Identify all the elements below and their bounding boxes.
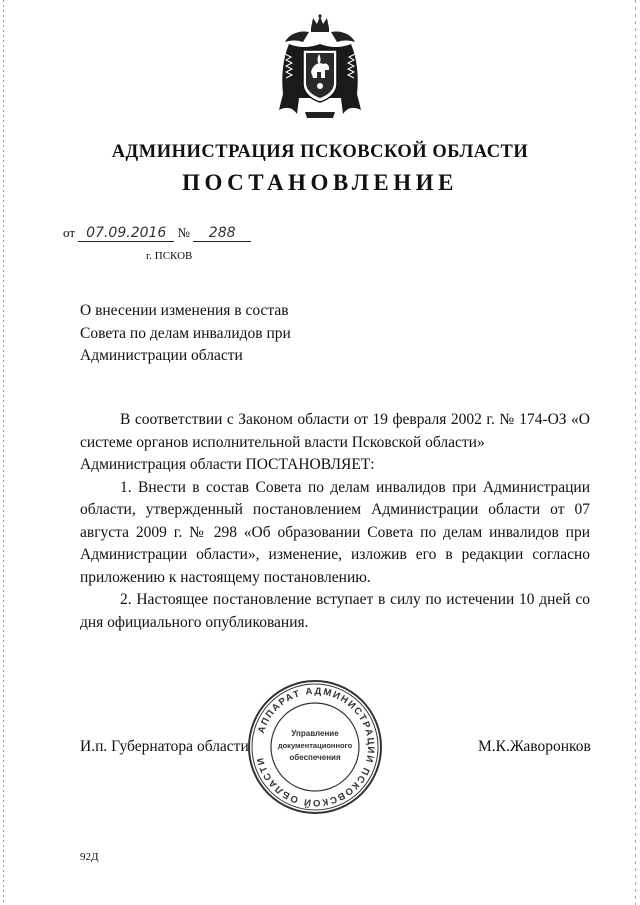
subject-line: Администрации области	[80, 347, 243, 364]
scan-edge-right	[635, 0, 636, 905]
organization-title: АДМИНИСТРАЦИЯ ПСКОВСКОЙ ОБЛАСТИ	[111, 142, 529, 162]
date-prefix: от	[63, 225, 76, 240]
preamble-resolution: Администрация области ПОСТАНОВЛЯЕТ:	[80, 456, 375, 473]
preamble-paragraph: В соответствии с Законом области от 19 февраля 2002 г. № 174-ОЗ «О системе органов исполнительной власти Псковской области»	[80, 411, 590, 451]
signatory-name: М.К.Жаворонков	[478, 738, 591, 755]
stamp-inner-line: обеспечения	[289, 753, 341, 762]
scan-edge-left	[3, 0, 4, 905]
official-stamp-seal	[246, 678, 384, 816]
document-code: 92Д	[80, 851, 99, 863]
item-2-paragraph: 2. Настоящее постановление вступает в силу по истечении 10 дней со дня официального опубликования.	[80, 591, 590, 631]
stamp-outer-text: АППАРАТ АДМИНИСТРАЦИИ ПСКОВСКОЙ ОБЛАСТИ	[254, 685, 377, 809]
document-type-title: ПОСТАНОВЛЕНИЕ	[182, 170, 458, 195]
handwritten-number: 288	[193, 226, 251, 242]
subject-line: О внесении изменения в состав	[80, 302, 289, 319]
city-label: г. ПСКОВ	[146, 250, 193, 262]
number-prefix: №	[177, 225, 190, 240]
stamp-inner-line: Управление	[291, 729, 339, 738]
subject-line: Совета по делам инвалидов при	[80, 324, 291, 342]
document-body	[80, 409, 590, 634]
item-1-paragraph: 1. Внести в состав Совета по делам инвалидов при Администрации области, утвержденный постановлением Администрации области от 07 августа 2009 г. № 298 «Об образовании Совета по делам инвалидов при Администрации области», изменение, изложив его в редакции согласно приложению к настоящему постановлению.	[80, 478, 590, 586]
document-subject	[80, 300, 330, 368]
signatory-position: И.п. Губернатора области	[80, 738, 249, 755]
registration-line	[63, 225, 251, 242]
stamp-inner-line: документационного	[277, 741, 353, 750]
coat-of-arms-icon	[275, 14, 365, 126]
handwritten-date: 07.09.2016	[78, 226, 174, 242]
